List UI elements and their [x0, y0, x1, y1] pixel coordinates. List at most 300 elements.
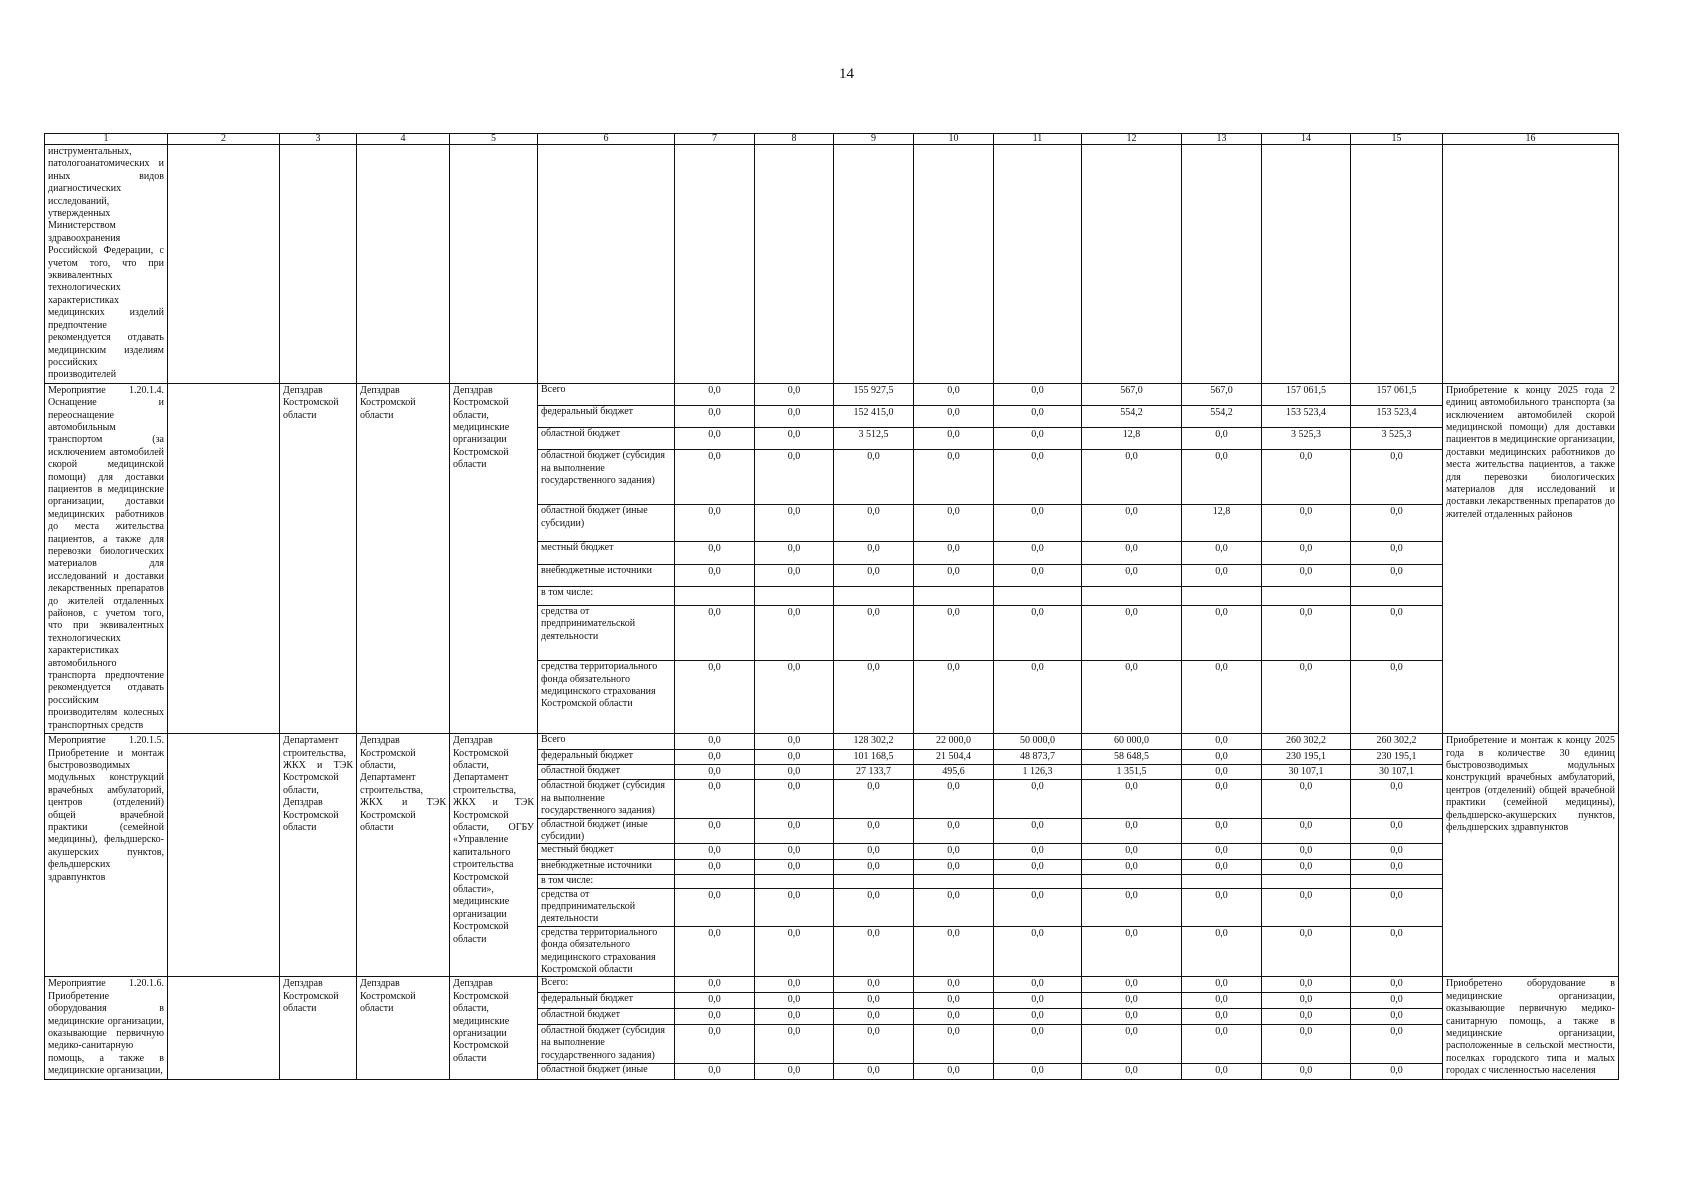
column-header-6: 6 [538, 134, 675, 145]
value-cell-col10: 0,0 [914, 405, 994, 427]
value-cell-col15: 30 107,1 [1351, 764, 1443, 779]
column-header-1: 1 [45, 134, 168, 145]
value-cell-col8: 0,0 [755, 993, 834, 1009]
funding-source-label: федеральный бюджет [538, 405, 675, 427]
value-cell-col7 [675, 586, 755, 605]
value-cell-col14: 0,0 [1262, 1024, 1351, 1063]
value-cell-col10: 0,0 [914, 505, 994, 542]
value-cell-col9 [834, 875, 914, 888]
empty-cell [755, 145, 834, 384]
table-row [45, 145, 1619, 384]
funding-source-label: областной бюджет (иные субсидии) [538, 505, 675, 542]
activity-c5-cell: Депздрав Костромской области, Департамент строительства, ЖКХ и ТЭК Костромской области, ОГБУ «Управление капитального строительства Костромской области», медицинские организации Костромской области [450, 734, 538, 977]
value-cell-col11: 0,0 [994, 780, 1082, 818]
column-header-10: 10 [914, 134, 994, 145]
value-cell-col12: 0,0 [1082, 818, 1182, 844]
empty-cell [1262, 145, 1351, 384]
value-cell-col12: 0,0 [1082, 780, 1182, 818]
value-cell-col14: 30 107,1 [1262, 764, 1351, 779]
value-cell-col11: 1 126,3 [994, 764, 1082, 779]
value-cell-col15: 0,0 [1351, 606, 1443, 661]
value-cell-col11: 0,0 [994, 405, 1082, 427]
value-cell-col15 [1351, 875, 1443, 888]
funding-source-label: федеральный бюджет [538, 993, 675, 1009]
value-cell-col11 [994, 875, 1082, 888]
value-cell-col8: 0,0 [755, 734, 834, 749]
value-cell-col15: 157 061,5 [1351, 383, 1443, 405]
value-cell-col7: 0,0 [675, 505, 755, 542]
value-cell-col13: 0,0 [1182, 844, 1262, 859]
value-cell-col11: 0,0 [994, 859, 1082, 874]
activity-c5-cell: Депздрав Костромской области, медицинские организации Костромской области [450, 977, 538, 1079]
value-cell-col15: 0,0 [1351, 859, 1443, 874]
value-cell-col11: 0,0 [994, 606, 1082, 661]
empty-cell [280, 145, 357, 384]
value-cell-col10: 0,0 [914, 818, 994, 844]
funding-source-label: средства от предпринимательской деятельности [538, 888, 675, 926]
value-cell-col9: 152 415,0 [834, 405, 914, 427]
value-cell-col11: 0,0 [994, 383, 1082, 405]
funding-source-label: областной бюджет (субсидия на выполнение государственного задания) [538, 780, 675, 818]
value-cell-col9: 128 302,2 [834, 734, 914, 749]
value-cell-col8: 0,0 [755, 450, 834, 505]
activity-c4-cell: Депздрав Костромской области [357, 383, 450, 733]
value-cell-col8: 0,0 [755, 818, 834, 844]
value-cell-col14: 0,0 [1262, 505, 1351, 542]
value-cell-col9: 0,0 [834, 1063, 914, 1079]
funding-source-label: областной бюджет (субсидия на выполнение государственного задания) [538, 1024, 675, 1063]
continuation-text: инструментальных, патологоанатомических и иных видов диагностических исследований, утвержденных Министерством здравоохранения Российской Федерации, с учетом того, что при эквивалентных технологических характеристиках медицинских изделий предпочтение рекомендуется отдавать медицинским изделиям российских производителей [45, 145, 168, 384]
funding-source-label: областной бюджет (иные субсидии) [538, 818, 675, 844]
value-cell-col10: 0,0 [914, 780, 994, 818]
column-header-16: 16 [1443, 134, 1619, 145]
empty-cell [1443, 145, 1619, 384]
value-cell-col8: 0,0 [755, 564, 834, 586]
value-cell-col15: 230 195,1 [1351, 749, 1443, 764]
column-header-3: 3 [280, 134, 357, 145]
empty-cell [1351, 145, 1443, 384]
value-cell-col15: 0,0 [1351, 977, 1443, 993]
funding-source-label: областной бюджет [538, 764, 675, 779]
value-cell-col7 [675, 875, 755, 888]
value-cell-col14: 0,0 [1262, 844, 1351, 859]
funding-source-label: местный бюджет [538, 844, 675, 859]
value-cell-col10: 0,0 [914, 1024, 994, 1063]
value-cell-col8: 0,0 [755, 428, 834, 450]
value-cell-col9: 0,0 [834, 888, 914, 926]
value-cell-col9: 101 168,5 [834, 749, 914, 764]
activity-c5-cell: Депздрав Костромской области, медицинские организации Костромской области [450, 383, 538, 733]
value-cell-col12: 58 648,5 [1082, 749, 1182, 764]
value-cell-col13: 0,0 [1182, 859, 1262, 874]
value-cell-col11: 0,0 [994, 450, 1082, 505]
value-cell-col8: 0,0 [755, 1063, 834, 1079]
value-cell-col13: 0,0 [1182, 542, 1262, 564]
value-cell-col15: 0,0 [1351, 564, 1443, 586]
value-cell-col9: 0,0 [834, 505, 914, 542]
column-header-2: 2 [168, 134, 280, 145]
value-cell-col9: 0,0 [834, 780, 914, 818]
value-cell-col9: 0,0 [834, 993, 914, 1009]
activity-c3-cell: Департамент строительства, ЖКХ и ТЭК Костромской области, Депздрав Костромской области [280, 734, 357, 977]
value-cell-col12: 0,0 [1082, 606, 1182, 661]
value-cell-col15 [1351, 586, 1443, 605]
empty-cell [675, 145, 755, 384]
column-header-11: 11 [994, 134, 1082, 145]
value-cell-col10: 0,0 [914, 564, 994, 586]
value-cell-col10: 0,0 [914, 1008, 994, 1024]
value-cell-col13: 0,0 [1182, 564, 1262, 586]
value-cell-col15: 0,0 [1351, 888, 1443, 926]
activity-c2-cell [168, 383, 280, 733]
funding-source-label: местный бюджет [538, 542, 675, 564]
value-cell-col10: 0,0 [914, 993, 994, 1009]
value-cell-col12: 0,0 [1082, 505, 1182, 542]
funding-source-label: областной бюджет (иные [538, 1063, 675, 1079]
column-header-12: 12 [1082, 134, 1182, 145]
value-cell-col13: 0,0 [1182, 450, 1262, 505]
value-cell-col13: 0,0 [1182, 661, 1262, 734]
column-header-4: 4 [357, 134, 450, 145]
value-cell-col10: 0,0 [914, 606, 994, 661]
table-row [45, 977, 1619, 993]
value-cell-col9: 27 133,7 [834, 764, 914, 779]
funding-source-label: областной бюджет [538, 1008, 675, 1024]
value-cell-col10: 0,0 [914, 844, 994, 859]
value-cell-col12: 12,8 [1082, 428, 1182, 450]
value-cell-col7: 0,0 [675, 450, 755, 505]
value-cell-col13: 0,0 [1182, 749, 1262, 764]
value-cell-col9: 0,0 [834, 564, 914, 586]
value-cell-col8: 0,0 [755, 859, 834, 874]
value-cell-col14: 0,0 [1262, 926, 1351, 977]
value-cell-col11: 0,0 [994, 661, 1082, 734]
value-cell-col11: 0,0 [994, 888, 1082, 926]
value-cell-col7: 0,0 [675, 780, 755, 818]
budget-table [44, 133, 1619, 1080]
value-cell-col13: 0,0 [1182, 1008, 1262, 1024]
value-cell-col15: 0,0 [1351, 844, 1443, 859]
activity-c1-cell: Мероприятие 1.20.1.4. Оснащение и переоснащение автомобильным транспортом (за исключением автомобилей скорой медицинской помощи) для доставки пациентов в медицинские организации, доставки медицинских работников до места жительства пациентов, а также для перевозки биологических материалов для исследований и доставки лекарственных препаратов до жителей отдаленных районов, с учетом того, что при эквивалентных технологических характеристиках автомобильного транспорта предпочтение рекомендуется отдавать российским производителям колесных транспортных средств [45, 383, 168, 733]
page-number: 14 [839, 66, 854, 82]
value-cell-col9: 0,0 [834, 859, 914, 874]
value-cell-col14: 0,0 [1262, 818, 1351, 844]
value-cell-col8: 0,0 [755, 764, 834, 779]
value-cell-col13: 0,0 [1182, 888, 1262, 926]
value-cell-col15: 260 302,2 [1351, 734, 1443, 749]
value-cell-col10: 495,6 [914, 764, 994, 779]
value-cell-col15: 0,0 [1351, 1008, 1443, 1024]
value-cell-col10: 0,0 [914, 450, 994, 505]
value-cell-col9: 0,0 [834, 661, 914, 734]
value-cell-col7: 0,0 [675, 1024, 755, 1063]
value-cell-col7: 0,0 [675, 734, 755, 749]
value-cell-col12: 60 000,0 [1082, 734, 1182, 749]
value-cell-col14: 0,0 [1262, 661, 1351, 734]
value-cell-col12: 0,0 [1082, 450, 1182, 505]
value-cell-col13: 554,2 [1182, 405, 1262, 427]
value-cell-col10: 21 504,4 [914, 749, 994, 764]
value-cell-col14 [1262, 875, 1351, 888]
value-cell-col9 [834, 586, 914, 605]
value-cell-col15: 0,0 [1351, 993, 1443, 1009]
value-cell-col13 [1182, 586, 1262, 605]
value-cell-col11: 0,0 [994, 818, 1082, 844]
column-header-13: 13 [1182, 134, 1262, 145]
value-cell-col11: 0,0 [994, 844, 1082, 859]
value-cell-col8: 0,0 [755, 405, 834, 427]
value-cell-col10: 0,0 [914, 926, 994, 977]
value-cell-col10: 0,0 [914, 428, 994, 450]
value-cell-col12: 0,0 [1082, 844, 1182, 859]
value-cell-col13: 0,0 [1182, 734, 1262, 749]
value-cell-col10: 0,0 [914, 1063, 994, 1079]
value-cell-col11: 0,0 [994, 977, 1082, 993]
table-row [45, 383, 1619, 405]
value-cell-col7: 0,0 [675, 764, 755, 779]
value-cell-col7: 0,0 [675, 606, 755, 661]
value-cell-col13: 0,0 [1182, 1063, 1262, 1079]
value-cell-col13: 567,0 [1182, 383, 1262, 405]
value-cell-col11: 0,0 [994, 993, 1082, 1009]
value-cell-col7: 0,0 [675, 749, 755, 764]
value-cell-col12: 554,2 [1082, 405, 1182, 427]
value-cell-col14: 0,0 [1262, 542, 1351, 564]
value-cell-col7: 0,0 [675, 564, 755, 586]
value-cell-col14: 0,0 [1262, 859, 1351, 874]
value-cell-col11: 0,0 [994, 1024, 1082, 1063]
value-cell-col8: 0,0 [755, 542, 834, 564]
value-cell-col7: 0,0 [675, 977, 755, 993]
value-cell-col8: 0,0 [755, 383, 834, 405]
value-cell-col14: 0,0 [1262, 780, 1351, 818]
activity-c4-cell: Депздрав Костромской области [357, 977, 450, 1079]
value-cell-col8: 0,0 [755, 844, 834, 859]
value-cell-col8: 0,0 [755, 661, 834, 734]
value-cell-col12: 0,0 [1082, 542, 1182, 564]
table-row [45, 734, 1619, 749]
value-cell-col10: 0,0 [914, 661, 994, 734]
value-cell-col12 [1082, 586, 1182, 605]
empty-cell [1182, 145, 1262, 384]
funding-source-label: средства от предпринимательской деятельности [538, 606, 675, 661]
value-cell-col10: 0,0 [914, 888, 994, 926]
funding-source-label: федеральный бюджет [538, 749, 675, 764]
table-header [45, 134, 1619, 145]
value-cell-col12: 0,0 [1082, 977, 1182, 993]
value-cell-col8: 0,0 [755, 780, 834, 818]
empty-cell [168, 145, 280, 384]
value-cell-col15: 0,0 [1351, 1024, 1443, 1063]
value-cell-col15: 0,0 [1351, 780, 1443, 818]
value-cell-col13: 0,0 [1182, 993, 1262, 1009]
value-cell-col14: 3 525,3 [1262, 428, 1351, 450]
value-cell-col14: 260 302,2 [1262, 734, 1351, 749]
value-cell-col14 [1262, 586, 1351, 605]
value-cell-col9: 0,0 [834, 926, 914, 977]
value-cell-col12: 0,0 [1082, 661, 1182, 734]
value-cell-col10 [914, 586, 994, 605]
value-cell-col13: 0,0 [1182, 780, 1262, 818]
value-cell-col9: 0,0 [834, 977, 914, 993]
empty-cell [357, 145, 450, 384]
funding-source-label: внебюджетные источники [538, 564, 675, 586]
value-cell-col14: 0,0 [1262, 450, 1351, 505]
column-header-9: 9 [834, 134, 914, 145]
value-cell-col15: 0,0 [1351, 661, 1443, 734]
value-cell-col12: 0,0 [1082, 1008, 1182, 1024]
funding-source-label: областной бюджет (субсидия на выполнение государственного задания) [538, 450, 675, 505]
value-cell-col11 [994, 586, 1082, 605]
value-cell-col7: 0,0 [675, 383, 755, 405]
empty-cell [834, 145, 914, 384]
value-cell-col7: 0,0 [675, 428, 755, 450]
value-cell-col7: 0,0 [675, 542, 755, 564]
value-cell-col13: 0,0 [1182, 1024, 1262, 1063]
value-cell-col7: 0,0 [675, 1008, 755, 1024]
column-header-7: 7 [675, 134, 755, 145]
value-cell-col10: 22 000,0 [914, 734, 994, 749]
activity-c4-cell: Депздрав Костромской области, Департамент строительства, ЖКХ и ТЭК Костромской области [357, 734, 450, 977]
value-cell-col12: 0,0 [1082, 888, 1182, 926]
value-cell-col15: 0,0 [1351, 450, 1443, 505]
value-cell-col14: 0,0 [1262, 1008, 1351, 1024]
value-cell-col14: 0,0 [1262, 977, 1351, 993]
value-cell-col14: 0,0 [1262, 993, 1351, 1009]
value-cell-col8: 0,0 [755, 1024, 834, 1063]
value-cell-col11: 0,0 [994, 1008, 1082, 1024]
value-cell-col11: 50 000,0 [994, 734, 1082, 749]
expected-result-cell: Приобретено оборудование в медицинские организации, оказывающие первичную медико-санитарную помощь, а также в медицинские организации, расположенные в сельской местности, поселках городского типа и малых городах с численностью населения [1443, 977, 1619, 1079]
value-cell-col9: 0,0 [834, 818, 914, 844]
value-cell-col14: 0,0 [1262, 1063, 1351, 1079]
value-cell-col7: 0,0 [675, 993, 755, 1009]
value-cell-col14: 157 061,5 [1262, 383, 1351, 405]
funding-source-label: в том числе: [538, 875, 675, 888]
empty-cell [1082, 145, 1182, 384]
value-cell-col15: 0,0 [1351, 505, 1443, 542]
funding-source-label: Всего: [538, 977, 675, 993]
value-cell-col9: 0,0 [834, 450, 914, 505]
value-cell-col11: 0,0 [994, 564, 1082, 586]
value-cell-col13: 0,0 [1182, 818, 1262, 844]
value-cell-col15: 0,0 [1351, 818, 1443, 844]
value-cell-col8: 0,0 [755, 1008, 834, 1024]
value-cell-col12: 0,0 [1082, 859, 1182, 874]
value-cell-col8: 0,0 [755, 977, 834, 993]
activity-c2-cell [168, 734, 280, 977]
value-cell-col13: 0,0 [1182, 764, 1262, 779]
funding-source-label: Всего [538, 734, 675, 749]
funding-source-label: Всего [538, 383, 675, 405]
funding-source-label: средства территориального фонда обязательного медицинского страхования Костромской области [538, 926, 675, 977]
value-cell-col14: 0,0 [1262, 888, 1351, 926]
value-cell-col9: 0,0 [834, 1024, 914, 1063]
funding-source-label: областной бюджет [538, 428, 675, 450]
value-cell-col14: 153 523,4 [1262, 405, 1351, 427]
expected-result-cell: Приобретение и монтаж к концу 2025 года в количестве 30 единиц быстровозводимых модульных конструкций врачебных амбулаторий, центров (отделений) общей врачебной практики (семейной медицины), фельдшерско-акушерских пунктов, фельдшерских здравпунктов [1443, 734, 1619, 977]
value-cell-col8: 0,0 [755, 505, 834, 542]
value-cell-col15: 3 525,3 [1351, 428, 1443, 450]
value-cell-col8: 0,0 [755, 888, 834, 926]
value-cell-col10: 0,0 [914, 542, 994, 564]
value-cell-col9: 0,0 [834, 542, 914, 564]
column-header-14: 14 [1262, 134, 1351, 145]
value-cell-col12: 0,0 [1082, 1063, 1182, 1079]
value-cell-col7: 0,0 [675, 661, 755, 734]
value-cell-col7: 0,0 [675, 1063, 755, 1079]
value-cell-col8: 0,0 [755, 926, 834, 977]
value-cell-col13: 12,8 [1182, 505, 1262, 542]
value-cell-col12: 1 351,5 [1082, 764, 1182, 779]
empty-cell [450, 145, 538, 384]
value-cell-col7: 0,0 [675, 859, 755, 874]
value-cell-col8: 0,0 [755, 749, 834, 764]
column-header-5: 5 [450, 134, 538, 145]
value-cell-col10: 0,0 [914, 859, 994, 874]
value-cell-col13: 0,0 [1182, 428, 1262, 450]
value-cell-col12: 0,0 [1082, 564, 1182, 586]
value-cell-col12 [1082, 875, 1182, 888]
value-cell-col14: 230 195,1 [1262, 749, 1351, 764]
value-cell-col9: 155 927,5 [834, 383, 914, 405]
value-cell-col11: 0,0 [994, 428, 1082, 450]
value-cell-col7: 0,0 [675, 405, 755, 427]
value-cell-col13: 0,0 [1182, 977, 1262, 993]
value-cell-col8 [755, 586, 834, 605]
value-cell-col11: 0,0 [994, 542, 1082, 564]
value-cell-col7: 0,0 [675, 888, 755, 926]
value-cell-col10: 0,0 [914, 383, 994, 405]
value-cell-col8: 0,0 [755, 606, 834, 661]
value-cell-col13: 0,0 [1182, 606, 1262, 661]
empty-cell [538, 145, 675, 384]
value-cell-col8 [755, 875, 834, 888]
value-cell-col14: 0,0 [1262, 564, 1351, 586]
value-cell-col13 [1182, 875, 1262, 888]
activity-c3-cell: Депздрав Костромской области [280, 383, 357, 733]
value-cell-col14: 0,0 [1262, 606, 1351, 661]
value-cell-col9: 3 512,5 [834, 428, 914, 450]
funding-source-label: внебюджетные источники [538, 859, 675, 874]
value-cell-col7: 0,0 [675, 844, 755, 859]
value-cell-col10 [914, 875, 994, 888]
value-cell-col9: 0,0 [834, 1008, 914, 1024]
value-cell-col11: 0,0 [994, 1063, 1082, 1079]
funding-source-label: средства территориального фонда обязательного медицинского страхования Костромской области [538, 661, 675, 734]
value-cell-col11: 0,0 [994, 926, 1082, 977]
expected-result-cell: Приобретение к концу 2025 года 2 единиц автомобильного транспорта (за исключением автомобилей скорой медицинской помощи) для доставки пациентов в медицинские организации, доставки медицинских работников до места жительства пациентов, а также для перевозки биологических материалов для исследований и доставки лекарственных препаратов до жителей отдаленных районов [1443, 383, 1619, 733]
activity-c3-cell: Депздрав Костромской области [280, 977, 357, 1079]
funding-source-label: в том числе: [538, 586, 675, 605]
value-cell-col9: 0,0 [834, 606, 914, 661]
empty-cell [914, 145, 994, 384]
value-cell-col12: 0,0 [1082, 993, 1182, 1009]
value-cell-col15: 153 523,4 [1351, 405, 1443, 427]
value-cell-col10: 0,0 [914, 977, 994, 993]
value-cell-col15: 0,0 [1351, 926, 1443, 977]
value-cell-col13: 0,0 [1182, 926, 1262, 977]
value-cell-col15: 0,0 [1351, 542, 1443, 564]
value-cell-col12: 0,0 [1082, 1024, 1182, 1063]
empty-cell [994, 145, 1082, 384]
activity-c1-cell: Мероприятие 1.20.1.5. Приобретение и монтаж быстровозводимых модульных конструкций врачебных амбулаторий, центров (отделений) общей врачебной практики (семейной медицины), фельдшерско-акушерских пунктов, фельдшерских здравпунктов [45, 734, 168, 977]
column-header-8: 8 [755, 134, 834, 145]
column-header-15: 15 [1351, 134, 1443, 145]
value-cell-col11: 0,0 [994, 505, 1082, 542]
activity-c2-cell [168, 977, 280, 1079]
value-cell-col15: 0,0 [1351, 1063, 1443, 1079]
